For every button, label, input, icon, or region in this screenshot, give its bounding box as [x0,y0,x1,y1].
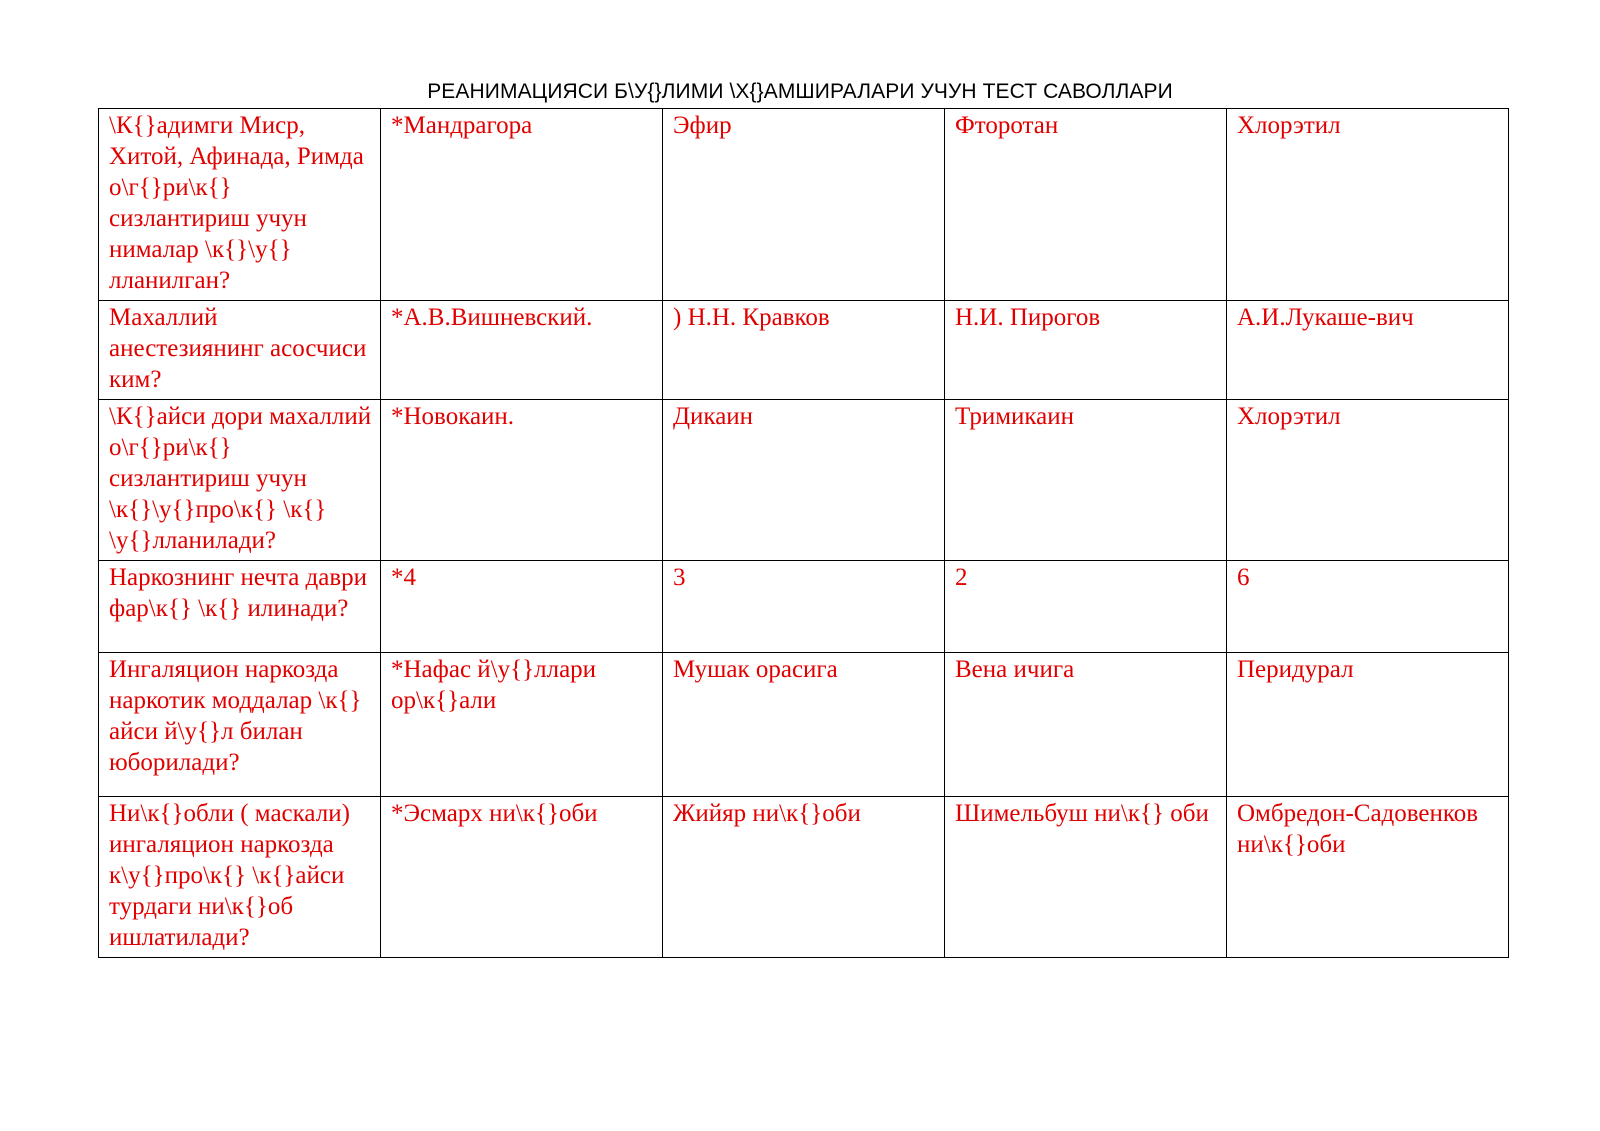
table-row [99,109,1509,301]
table-row [99,797,1509,958]
answer-cell: Эфир [663,109,945,301]
answer-cell: Вена ичига [945,653,1227,797]
table-row [99,653,1509,797]
question-cell: Махаллий анестезиянинг асосчиси ким? [99,301,381,400]
question-cell: Ни\к{}обли ( маскали) ингаляцион наркозда к\у{}про\к{} \к{}айси турдаги ни\к{}об ишлатилади? [99,797,381,958]
question-cell: \К{}адимги Миср, Хитой, Афинада, Римда о\г{}ри\к{} сизлантириш учун нималар \к{}\у{} лланилган? [99,109,381,301]
answer-cell: Хлорэтил [1227,109,1509,301]
answer-cell: Тримикаин [945,400,1227,561]
question-cell: Наркознинг нечта даври фар\к{} \к{} илинади? [99,561,381,653]
answer-cell: 3 [663,561,945,653]
answer-cell: ) Н.Н. Кравков [663,301,945,400]
question-cell: Ингаляцион наркозда наркотик моддалар \к{}айси й\у{}л билан юборилади? [99,653,381,797]
answer-cell: Омбредон-Садовенков ни\к{}оби [1227,797,1509,958]
table-row [99,400,1509,561]
table-row [99,561,1509,653]
question-cell: \К{}айси дори махаллий о\г{}ри\к{} сизлантириш учун \к{}\у{}про\к{} \к{} \у{}лланилади? [99,400,381,561]
answer-cell: Хлорэтил [1227,400,1509,561]
page-title: РЕАНИМАЦИЯСИ Б\У{}ЛИМИ \Х{}АМШИРАЛАРИ УЧУН ТЕСТ САВОЛЛАРИ [427,80,1173,103]
answer-cell: Мушак орасига [663,653,945,797]
answer-cell-correct: *4 [381,561,663,653]
answer-cell-correct: *А.В.Вишневский. [381,301,663,400]
answer-cell: Перидурал [1227,653,1509,797]
answer-cell-correct: *Нафас й\у{}ллари ор\к{}али [381,653,663,797]
answer-cell-correct: *Мандрагора [381,109,663,301]
answer-cell-correct: *Эсмарх ни\к{}оби [381,797,663,958]
answer-cell: 2 [945,561,1227,653]
answer-cell: Жийяр ни\к{}оби [663,797,945,958]
answer-cell-correct: *Новокаин. [381,400,663,561]
answer-cell: Фторотан [945,109,1227,301]
test-questions-table [98,108,1509,958]
answer-cell: Дикаин [663,400,945,561]
answer-cell: Шимельбуш ни\к{} оби [945,797,1227,958]
answer-cell: А.И.Лукаше-вич [1227,301,1509,400]
answer-cell: Н.И. Пирогов [945,301,1227,400]
table-row [99,301,1509,400]
answer-cell: 6 [1227,561,1509,653]
